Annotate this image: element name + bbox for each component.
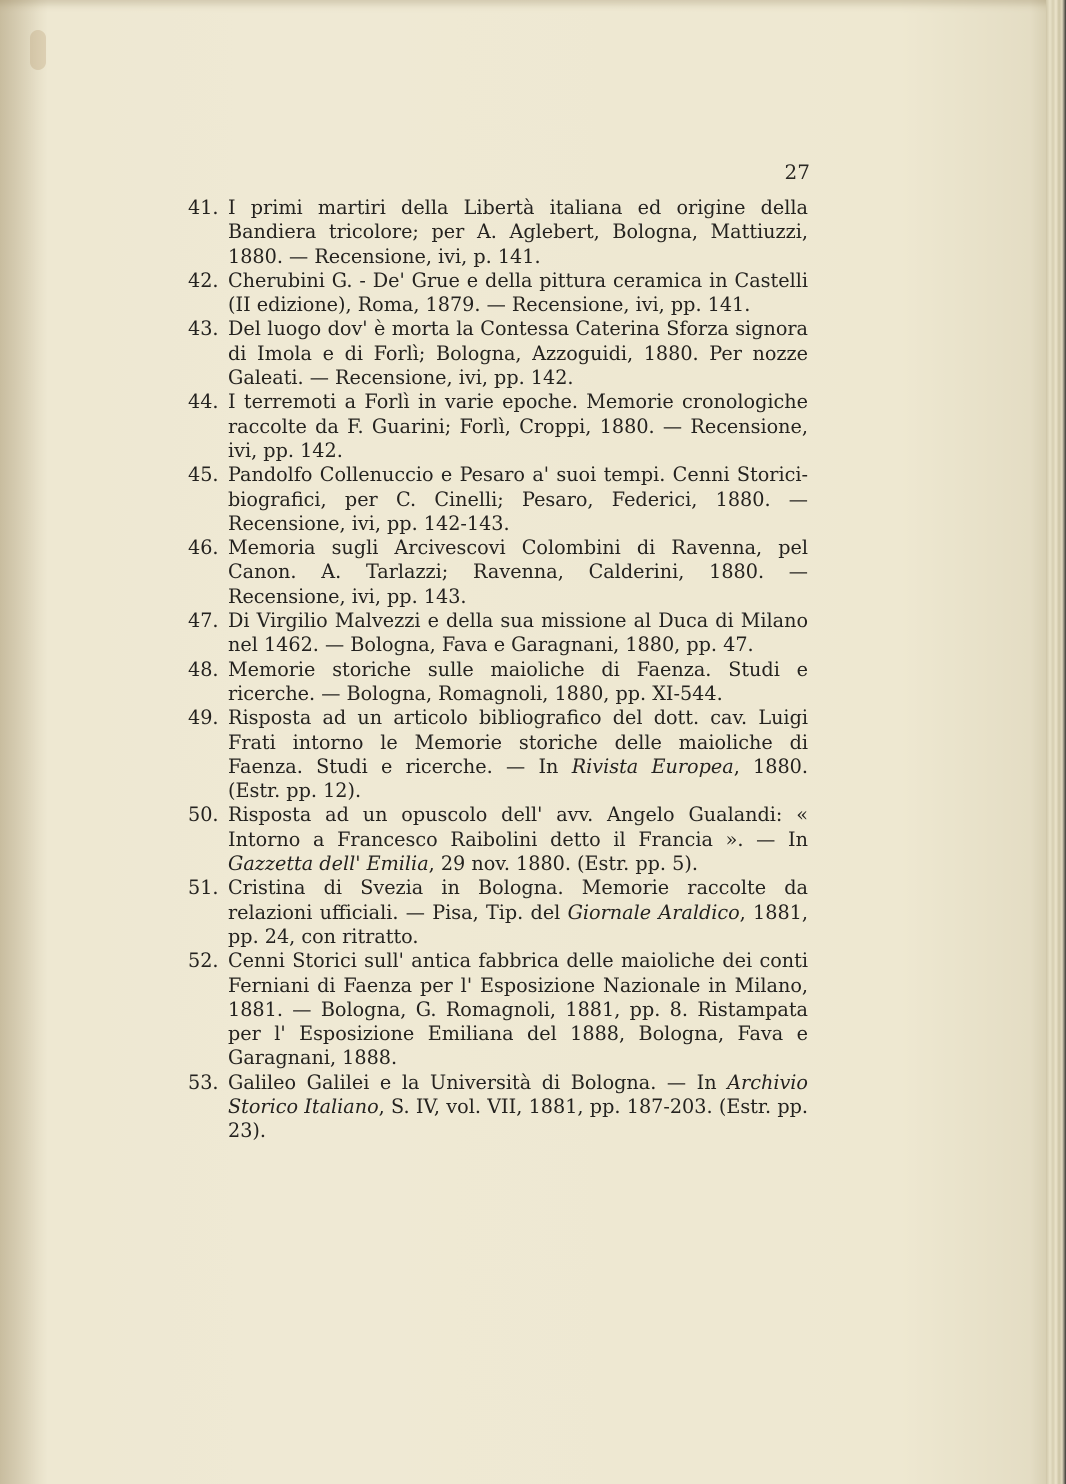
bibliography-entry <box>188 269 808 318</box>
entry-text: Memoria sugli Arcivescovi Colombini di Ravenna, pel Canon. A. Tarlazzi; Ravenna, Calderini, 1880. — Recensione, ivi, pp. 143. <box>228 536 808 608</box>
entry-number: 49. <box>188 706 219 730</box>
entry-number: 44. <box>188 390 219 414</box>
entry-number: 42. <box>188 268 219 292</box>
entry-italic-title: Gazzetta dell' Emilia <box>228 852 429 876</box>
bibliography-entry <box>188 463 808 536</box>
entry-text: Risposta ad un opuscolo dell' avv. Angelo Gualandi: « Intorno a Francesco Raibolini detto il Francia ». — In <box>228 803 808 851</box>
entry-number: 47. <box>188 609 219 633</box>
entry-italic-title: Archivio Storico Italiano <box>228 1070 808 1118</box>
entry-number: 46. <box>188 536 219 560</box>
bibliography-entry <box>188 536 808 609</box>
entry-text: Cenni Storici sull' antica fabbrica delle maioliche dei conti Ferniani di Faenza per l' Esposizione Nazionale in Milano, 1881. — Bologna, G. Romagnoli, 1881, pp. 8. Ristampata per l' Esposizione Emiliana del 1888, Bologna, Fava e Garagnani, 1888. <box>228 949 808 1070</box>
entry-text: Galileo Galilei e la Università di Bologna. — In <box>228 1070 728 1094</box>
entry-number: 51. <box>188 876 219 900</box>
entry-number: 43. <box>188 317 219 341</box>
page-number: 27 <box>784 160 810 184</box>
bibliography-entry <box>188 658 808 707</box>
page-binding-shadow <box>0 0 48 1484</box>
entry-text: I terremoti a Forlì in varie epoche. Memorie cronologiche raccolte da F. Guarini; Forlì, Croppi, 1880. — Recensione, ivi, pp. 142. <box>228 390 808 462</box>
entry-number: 45. <box>188 463 219 487</box>
entry-number: 53. <box>188 1070 219 1094</box>
paper-stain <box>30 30 46 70</box>
bibliography-entry <box>188 706 808 803</box>
entry-text: Memorie storiche sulle maioliche di Faenza. Studi e ricerche. — Bologna, Romagnoli, 1880, pp. XI-544. <box>228 657 808 705</box>
entry-text: , 29 nov. 1880. (Estr. pp. 5). <box>428 852 698 876</box>
entry-text: Pandolfo Collenuccio e Pesaro a' suoi tempi. Cenni Storici-biografici, per C. Cinelli; Pesaro, Federici, 1880. — Recensione, ivi, pp. 142-143. <box>228 463 808 535</box>
bibliography-entry <box>188 317 808 390</box>
entry-text: Cristina di Svezia in Bologna. Memorie raccolte da relazioni ufficiali. — Pisa, Tip. del <box>228 876 808 924</box>
entry-italic-title: Giornale Araldico <box>567 900 740 924</box>
bibliography-entry <box>188 609 808 658</box>
entry-number: 41. <box>188 196 219 219</box>
entry-text: I primi martiri della Libertà italiana ed origine della Bandiera tricolore; per A. Aglebert, Bologna, Mattiuzzi, 1880. — Recensione, ivi, p. 141. <box>228 196 808 268</box>
entry-text: , 1880. (Estr. pp. 12). <box>228 754 808 803</box>
entry-text: Di Virgilio Malvezzi e della sua missione al Duca di Milano nel 1462. — Bologna, Fava e Garagnani, 1880, pp. 47. <box>228 609 808 657</box>
entry-text: , S. IV, vol. VII, 1881, pp. 187-203. (Estr. pp. 23). <box>228 1094 808 1143</box>
bibliography-entry <box>188 949 808 1070</box>
entry-text: Cherubini G. - De' Grue e della pittura ceramica in Castelli (II edizione), Roma, 1879. — Recensione, ivi, pp. 141. <box>228 268 808 317</box>
entry-number: 52. <box>188 949 219 973</box>
entry-text: Del luogo dov' è morta la Contessa Caterina Sforza signora di Imola e di Forlì; Bologna, Azzoguidi, 1880. Per nozze Galeati. — Recensione, ivi, pp. 142. <box>228 317 808 390</box>
page-edge <box>1046 0 1066 1484</box>
bibliography-list <box>188 196 808 1144</box>
bibliography-entry <box>188 803 808 876</box>
bibliography-entry <box>188 1071 808 1144</box>
entry-number: 48. <box>188 657 219 681</box>
entry-italic-title: Rivista Europea <box>571 754 734 778</box>
entry-text: Risposta ad un articolo bibliografico del dott. cav. Luigi Frati intorno le Memorie storiche delle maioliche di Faenza. Studi e ricerche. — In <box>228 706 808 778</box>
entry-text: , 1881, pp. 24, con ritratto. <box>228 900 808 948</box>
bibliography-entry <box>188 876 808 949</box>
bibliography-entry <box>188 196 808 269</box>
entry-number: 50. <box>188 803 219 827</box>
bibliography-entry <box>188 390 808 463</box>
